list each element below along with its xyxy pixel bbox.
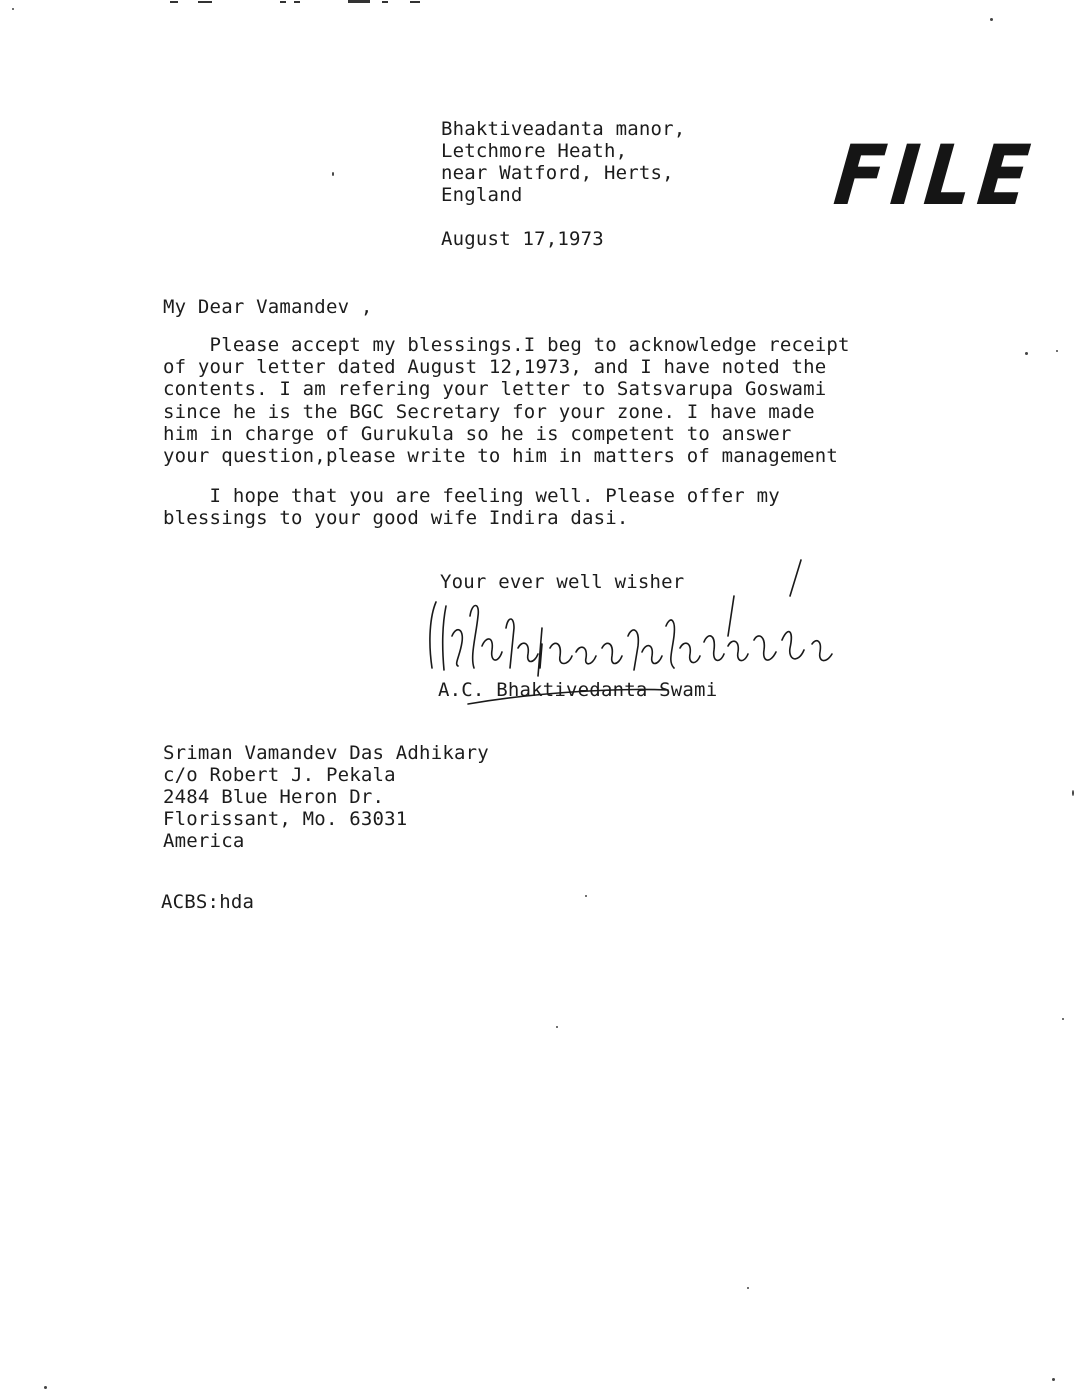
copy-speck xyxy=(747,1287,749,1289)
signature-name: A.C. Bhaktivedanta Swami xyxy=(438,679,718,701)
sender-address-line: Bhaktiveadanta manor, xyxy=(441,118,686,140)
reference-initials: ACBS:hda xyxy=(161,891,255,913)
body-line: I hope that you are feeling well. Please offer my xyxy=(163,485,780,507)
file-stamp: FILE xyxy=(829,128,1040,225)
recipient-address xyxy=(163,742,489,852)
copy-speck xyxy=(556,1026,558,1028)
sender-address-line: near Watford, Herts, xyxy=(441,162,674,184)
recipient-address-line: Sriman Vamandev Das Adhikary xyxy=(163,742,489,764)
closing: Your ever well wisher xyxy=(440,571,685,593)
copy-speck xyxy=(1025,352,1028,355)
recipient-address-line: America xyxy=(163,830,245,852)
sender-address xyxy=(441,118,685,206)
body-line: contents. I am refering your letter to Satsvarupa Goswami xyxy=(163,378,827,401)
sender-address-line: England xyxy=(441,184,523,206)
body-line: blessings to your good wife Indira dasi. xyxy=(163,507,629,530)
copy-speck xyxy=(585,895,587,897)
copy-speck xyxy=(12,8,14,10)
body-line: your question,please write to him in matters of management xyxy=(163,445,839,468)
copy-speck xyxy=(1072,790,1074,796)
recipient-address-line: 2484 Blue Heron Dr. xyxy=(163,786,385,808)
body-line: of your letter dated August 12,1973, and I have noted the xyxy=(163,356,827,379)
body-paragraph-2 xyxy=(163,485,780,529)
recipient-address-line: c/o Robert J. Pekala xyxy=(163,764,396,786)
salutation: My Dear Vamandev , xyxy=(163,296,373,318)
copy-artifact-marks xyxy=(170,0,440,4)
body-line: him in charge of Gurukula so he is competent to answer xyxy=(163,422,792,445)
copy-speck xyxy=(1062,1018,1064,1020)
body-paragraph-1 xyxy=(163,334,850,467)
copy-speck xyxy=(332,172,334,176)
body-line: Please accept my blessings.I beg to acknowledge receipt xyxy=(163,334,850,356)
letter-date: August 17,1973 xyxy=(441,228,604,250)
copy-speck xyxy=(1052,1378,1055,1381)
copy-speck xyxy=(990,18,993,21)
body-line: since he is the BGC Secretary for your zone. I have made xyxy=(163,400,815,423)
copy-speck xyxy=(44,1386,47,1389)
sender-address-line: Letchmore Heath, xyxy=(441,140,628,162)
copy-speck xyxy=(1056,350,1058,352)
recipient-address-line: Florissant, Mo. 63031 xyxy=(163,808,408,830)
